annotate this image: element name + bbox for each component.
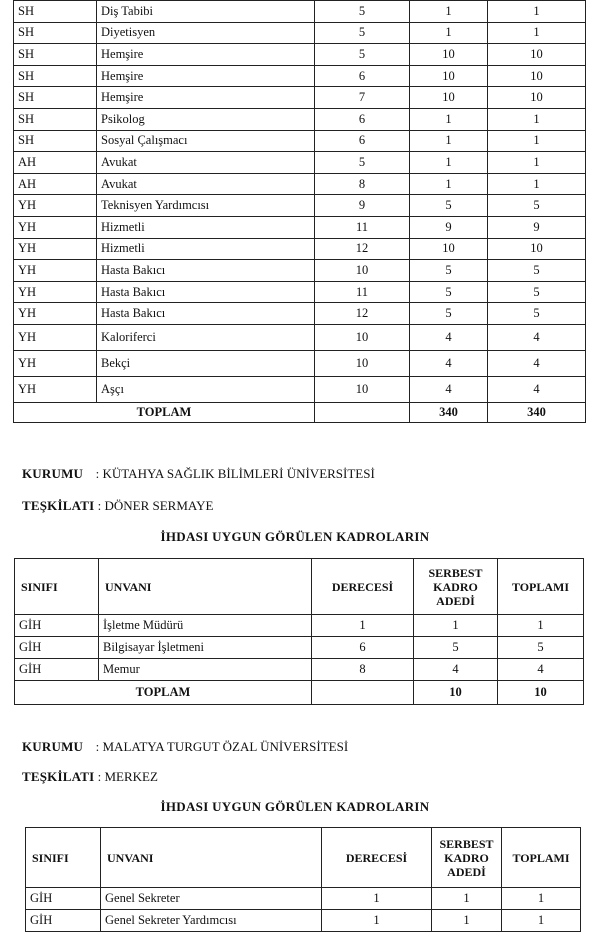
derece-cell: 8 bbox=[312, 659, 414, 681]
sinif-cell: GİH bbox=[15, 637, 99, 659]
serbest-cell: 10 bbox=[410, 65, 488, 87]
derece-cell: 10 bbox=[315, 324, 410, 350]
serbest-cell: 9 bbox=[410, 216, 488, 238]
toplam-cell: 4 bbox=[498, 659, 584, 681]
toplam-cell: 10 bbox=[488, 238, 586, 260]
sinif-cell: YH bbox=[14, 376, 97, 402]
table-row bbox=[14, 376, 586, 402]
derece-cell: 11 bbox=[315, 281, 410, 303]
derece-cell: 8 bbox=[315, 173, 410, 195]
organization-line bbox=[22, 498, 213, 514]
toplam-cell: 4 bbox=[488, 376, 586, 402]
header-row bbox=[26, 828, 581, 888]
toplam-cell: 1 bbox=[488, 130, 586, 152]
serbest-cell: 1 bbox=[410, 152, 488, 174]
total-row bbox=[15, 681, 584, 705]
table-row bbox=[14, 65, 586, 87]
sinif-cell: GİH bbox=[26, 910, 101, 932]
derece-cell: 11 bbox=[315, 216, 410, 238]
derece-cell: 1 bbox=[312, 615, 414, 637]
header-unvani: UNVANI bbox=[101, 828, 322, 888]
sinif-cell: SH bbox=[14, 65, 97, 87]
derece-cell: 6 bbox=[315, 130, 410, 152]
toplam-cell: 5 bbox=[488, 303, 586, 325]
unvan-cell: Teknisyen Yardımcısı bbox=[97, 195, 315, 217]
serbest-cell: 10 bbox=[410, 87, 488, 109]
serbest-cell: 1 bbox=[432, 888, 502, 910]
staff-table-3-body bbox=[26, 888, 581, 932]
toplam-cell: 5 bbox=[488, 195, 586, 217]
toplam-cell: 1 bbox=[488, 152, 586, 174]
sinif-cell: GİH bbox=[15, 659, 99, 681]
staff-table-2-body bbox=[15, 615, 584, 681]
serbest-cell: 1 bbox=[432, 910, 502, 932]
derece-cell: 5 bbox=[315, 1, 410, 23]
serbest-cell: 1 bbox=[410, 173, 488, 195]
unvan-cell: Genel Sekreter bbox=[101, 888, 322, 910]
serbest-cell: 1 bbox=[414, 615, 498, 637]
institution-label: KURUMU bbox=[22, 739, 84, 754]
toplam-cell: 1 bbox=[502, 888, 581, 910]
sinif-cell: SH bbox=[14, 108, 97, 130]
section-heading: İHDASI UYGUN GÖRÜLEN KADROLARIN bbox=[160, 799, 430, 814]
unvan-cell: Hasta Bakıcı bbox=[97, 281, 315, 303]
sinif-cell: YH bbox=[14, 281, 97, 303]
table-row bbox=[14, 108, 586, 130]
header-sinifi: SINIFI bbox=[26, 828, 101, 888]
serbest-cell: 5 bbox=[410, 281, 488, 303]
table-row bbox=[14, 195, 586, 217]
serbest-cell: 5 bbox=[414, 637, 498, 659]
sinif-cell: YH bbox=[14, 195, 97, 217]
unvan-cell: Hemşire bbox=[97, 87, 315, 109]
staff-table-2 bbox=[14, 558, 584, 705]
sinif-cell: SH bbox=[14, 44, 97, 66]
derece-cell: 10 bbox=[315, 260, 410, 282]
unvan-cell: Bilgisayar İşletmeni bbox=[99, 637, 312, 659]
total-label: TOPLAM bbox=[14, 402, 315, 422]
sinif-cell: YH bbox=[14, 238, 97, 260]
derece-cell: 6 bbox=[315, 65, 410, 87]
total-derece-cell bbox=[312, 681, 414, 705]
derece-cell: 12 bbox=[315, 303, 410, 325]
section-heading: İHDASI UYGUN GÖRÜLEN KADROLARIN bbox=[160, 529, 430, 544]
serbest-cell: 5 bbox=[410, 303, 488, 325]
table-row bbox=[14, 238, 586, 260]
total-serbest: 340 bbox=[410, 402, 488, 422]
institution-label: KURUMU bbox=[22, 466, 84, 481]
table-row bbox=[14, 87, 586, 109]
toplam-cell: 10 bbox=[488, 87, 586, 109]
unvan-cell: Sosyal Çalışmacı bbox=[97, 130, 315, 152]
header-derecesi: DERECESİ bbox=[312, 559, 414, 615]
sinif-cell: AH bbox=[14, 152, 97, 174]
toplam-cell: 5 bbox=[488, 281, 586, 303]
institution-line bbox=[22, 466, 375, 482]
total-label: TOPLAM bbox=[15, 681, 312, 705]
total-toplam: 340 bbox=[488, 402, 586, 422]
table-row bbox=[26, 888, 581, 910]
derece-cell: 5 bbox=[315, 152, 410, 174]
derece-cell: 10 bbox=[315, 376, 410, 402]
serbest-cell: 5 bbox=[410, 260, 488, 282]
organization-label: TEŞKİLATI bbox=[22, 498, 95, 513]
sinif-cell: YH bbox=[14, 260, 97, 282]
serbest-cell: 4 bbox=[410, 376, 488, 402]
header-serbest: SERBEST KADRO ADEDİ bbox=[432, 828, 502, 888]
sinif-cell: SH bbox=[14, 1, 97, 23]
header-toplami: TOPLAMI bbox=[498, 559, 584, 615]
unvan-cell: İşletme Müdürü bbox=[99, 615, 312, 637]
total-derece-cell bbox=[315, 402, 410, 422]
unvan-cell: Avukat bbox=[97, 173, 315, 195]
header-toplami: TOPLAMI bbox=[502, 828, 581, 888]
organization-line bbox=[22, 769, 158, 785]
toplam-cell: 4 bbox=[488, 350, 586, 376]
serbest-cell: 4 bbox=[410, 350, 488, 376]
toplam-cell: 10 bbox=[488, 44, 586, 66]
serbest-cell: 10 bbox=[410, 44, 488, 66]
table-row bbox=[14, 130, 586, 152]
unvan-cell: Hasta Bakıcı bbox=[97, 303, 315, 325]
institution-line bbox=[22, 739, 348, 755]
sinif-cell: YH bbox=[14, 324, 97, 350]
serbest-cell: 1 bbox=[410, 22, 488, 44]
derece-cell: 12 bbox=[315, 238, 410, 260]
unvan-cell: Avukat bbox=[97, 152, 315, 174]
unvan-cell: Bekçi bbox=[97, 350, 315, 376]
derece-cell: 1 bbox=[322, 888, 432, 910]
table-row bbox=[15, 637, 584, 659]
toplam-cell: 1 bbox=[498, 615, 584, 637]
table-row bbox=[26, 910, 581, 932]
unvan-cell: Kaloriferci bbox=[97, 324, 315, 350]
sinif-cell: SH bbox=[14, 22, 97, 44]
table-row bbox=[15, 659, 584, 681]
organization-value: : DÖNER SERMAYE bbox=[97, 498, 214, 513]
sinif-cell: YH bbox=[14, 303, 97, 325]
total-row bbox=[14, 402, 586, 422]
sinif-cell: YH bbox=[14, 350, 97, 376]
organization-value: : MERKEZ bbox=[97, 769, 158, 784]
unvan-cell: Diş Tabibi bbox=[97, 1, 315, 23]
table-row bbox=[14, 324, 586, 350]
toplam-cell: 1 bbox=[488, 22, 586, 44]
sinif-cell: GİH bbox=[15, 615, 99, 637]
toplam-cell: 1 bbox=[502, 910, 581, 932]
unvan-cell: Aşçı bbox=[97, 376, 315, 402]
derece-cell: 9 bbox=[315, 195, 410, 217]
sinif-cell: AH bbox=[14, 173, 97, 195]
serbest-cell: 1 bbox=[410, 130, 488, 152]
table-row bbox=[14, 44, 586, 66]
toplam-cell: 5 bbox=[488, 260, 586, 282]
sinif-cell: SH bbox=[14, 87, 97, 109]
serbest-cell: 4 bbox=[410, 324, 488, 350]
sinif-cell: SH bbox=[14, 130, 97, 152]
sinif-cell: GİH bbox=[26, 888, 101, 910]
toplam-cell: 1 bbox=[488, 173, 586, 195]
total-serbest: 10 bbox=[414, 681, 498, 705]
derece-cell: 7 bbox=[315, 87, 410, 109]
derece-cell: 5 bbox=[315, 44, 410, 66]
unvan-cell: Genel Sekreter Yardımcısı bbox=[101, 910, 322, 932]
table-row bbox=[15, 615, 584, 637]
toplam-cell: 4 bbox=[488, 324, 586, 350]
table-row bbox=[14, 152, 586, 174]
header-serbest: SERBEST KADRO ADEDİ bbox=[414, 559, 498, 615]
serbest-cell: 1 bbox=[410, 1, 488, 23]
unvan-cell: Hizmetli bbox=[97, 238, 315, 260]
derece-cell: 5 bbox=[315, 22, 410, 44]
header-sinifi: SINIFI bbox=[15, 559, 99, 615]
serbest-cell: 5 bbox=[410, 195, 488, 217]
table-row bbox=[14, 22, 586, 44]
sinif-cell: YH bbox=[14, 216, 97, 238]
staff-table-1 bbox=[13, 0, 586, 423]
table-row bbox=[14, 216, 586, 238]
unvan-cell: Diyetisyen bbox=[97, 22, 315, 44]
unvan-cell: Hasta Bakıcı bbox=[97, 260, 315, 282]
header-derecesi: DERECESİ bbox=[322, 828, 432, 888]
toplam-cell: 10 bbox=[488, 65, 586, 87]
table-row bbox=[14, 260, 586, 282]
staff-table-3 bbox=[25, 827, 581, 932]
institution-value: : KÜTAHYA SAĞLIK BİLİMLERİ ÜNİVERSİTESİ bbox=[95, 466, 375, 481]
serbest-cell: 10 bbox=[410, 238, 488, 260]
unvan-cell: Hemşire bbox=[97, 44, 315, 66]
table-row bbox=[14, 1, 586, 23]
unvan-cell: Psikolog bbox=[97, 108, 315, 130]
organization-label: TEŞKİLATI bbox=[22, 769, 95, 784]
derece-cell: 6 bbox=[315, 108, 410, 130]
table-row bbox=[14, 281, 586, 303]
serbest-cell: 1 bbox=[410, 108, 488, 130]
header-row bbox=[15, 559, 584, 615]
derece-cell: 10 bbox=[315, 350, 410, 376]
unvan-cell: Hizmetli bbox=[97, 216, 315, 238]
toplam-cell: 1 bbox=[488, 1, 586, 23]
table-row bbox=[14, 350, 586, 376]
derece-cell: 6 bbox=[312, 637, 414, 659]
derece-cell: 1 bbox=[322, 910, 432, 932]
total-toplam: 10 bbox=[498, 681, 584, 705]
header-unvani: UNVANI bbox=[99, 559, 312, 615]
unvan-cell: Memur bbox=[99, 659, 312, 681]
toplam-cell: 9 bbox=[488, 216, 586, 238]
table-row bbox=[14, 303, 586, 325]
institution-value: : MALATYA TURGUT ÖZAL ÜNİVERSİTESİ bbox=[95, 739, 349, 754]
table-row bbox=[14, 173, 586, 195]
toplam-cell: 1 bbox=[488, 108, 586, 130]
toplam-cell: 5 bbox=[498, 637, 584, 659]
staff-table-1-body bbox=[14, 1, 586, 403]
unvan-cell: Hemşire bbox=[97, 65, 315, 87]
serbest-cell: 4 bbox=[414, 659, 498, 681]
